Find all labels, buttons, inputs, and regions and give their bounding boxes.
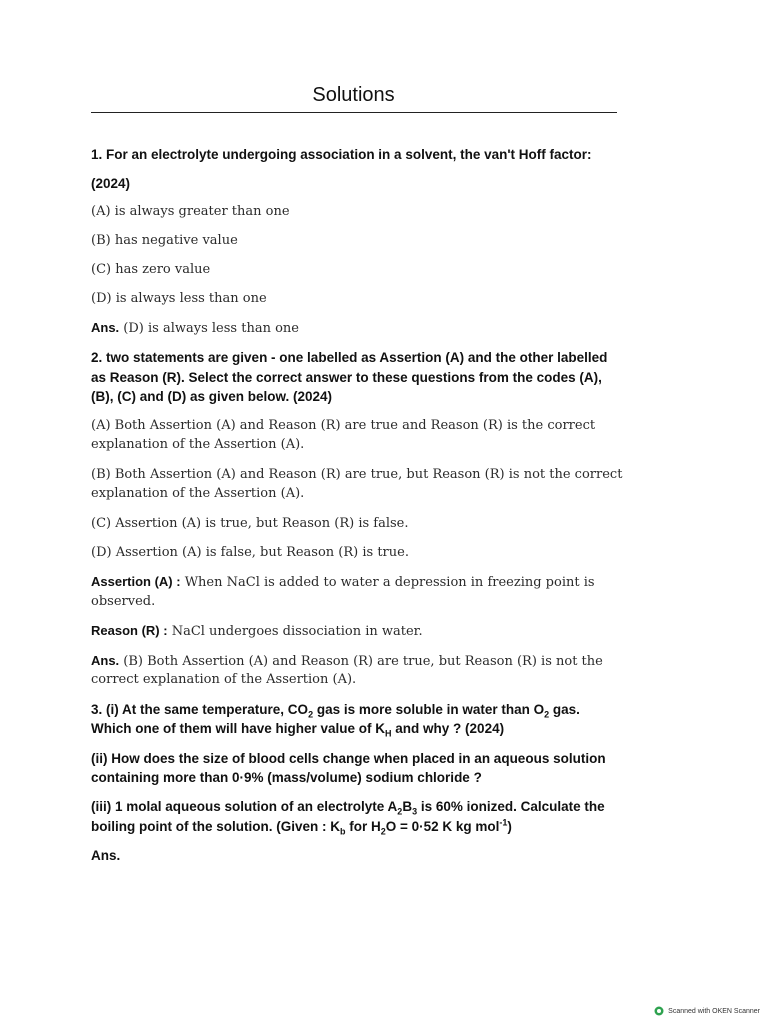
q1-option-c: (C) has zero value xyxy=(91,262,211,277)
q3-part-i-line1: 3. (i) At the same temperature, $CO_2$ gas is more soluble in water than $O_2$ gas. xyxy=(91,702,580,720)
q2-answer-line2: correct explanation of the Assertion (A). xyxy=(91,672,357,687)
q2-question-line1: 2. two statements are given - one labelled as Assertion (A) and the other labelled xyxy=(91,350,608,365)
q3-part-ii-line1: (ii) How does the size of blood cells change when placed in an aqueous solution xyxy=(91,751,606,766)
q2-assertion-label: Assertion (A) : xyxy=(91,574,181,589)
q2-question-line3: (B), (C) and (D) as given below. (2024) xyxy=(91,389,333,404)
q2-answer-label: Ans. xyxy=(91,653,120,668)
q2-option-b-line1: (B) Both Assertion (A) and Reason (R) are true, but Reason (R) is not the correct xyxy=(91,467,623,482)
q2-reason-text: NaCl undergoes dissociation in water. xyxy=(167,624,423,639)
q2-assertion-line2: observed. xyxy=(91,594,156,609)
q1-option-d: (D) is always less than one xyxy=(91,291,267,306)
q2-reason xyxy=(91,621,423,642)
q2-option-b-line2: explanation of the Assertion (A). xyxy=(91,486,305,501)
page-title: Solutions xyxy=(312,84,395,106)
q1-question: 1. For an electrolyte undergoing association in a solvent, the van't Hoff factor: xyxy=(91,147,592,162)
q3-part-iii-line2: boiling point of the solution. (Given : $K_b$ for $H_2O = 0\cdot 52$ K kg mol$^{-1}$) xyxy=(91,817,512,837)
q3-part-iii-line1: (iii) 1 molal aqueous solution of an electrolyte $A_2B_3$ is 60% ionized. Calculate the xyxy=(91,799,605,817)
q2-assertion-text: When NaCl is added to water a depression in freezing point is xyxy=(180,575,595,590)
q1-option-b: (B) has negative value xyxy=(91,233,238,248)
q1-answer xyxy=(91,318,299,339)
q1-answer-label: Ans. xyxy=(91,320,120,335)
q2-assertion xyxy=(91,572,595,593)
q2-reason-label: Reason (R) : xyxy=(91,623,168,638)
q2-answer xyxy=(91,651,603,672)
q2-option-c: (C) Assertion (A) is true, but Reason (R) is false. xyxy=(91,516,409,531)
q2-answer-text: (B) Both Assertion (A) and Reason (R) are true, but Reason (R) is not the xyxy=(119,654,603,669)
q2-question-line2: as Reason (R). Select the correct answer to these questions from the codes (A), xyxy=(91,370,602,385)
page-title-wrap xyxy=(91,84,616,107)
scanner-watermark-text: Scanned with OKEN Scanner xyxy=(668,1007,760,1015)
title-underline xyxy=(91,112,617,113)
oken-logo-icon xyxy=(654,1006,664,1016)
q3-answer-label: Ans. xyxy=(91,848,121,863)
q2-option-d: (D) Assertion (A) is false, but Reason (R) is true. xyxy=(91,545,409,560)
q2-option-a-line1: (A) Both Assertion (A) and Reason (R) are true and Reason (R) is the correct xyxy=(91,418,596,433)
q1-option-a: (A) is always greater than one xyxy=(91,204,290,219)
q3-part-i-line2: Which one of them will have higher value of $K_H$ and why ? (2024) xyxy=(91,721,505,739)
q1-answer-text: (D) is always less than one xyxy=(119,321,299,336)
q3-part-ii-line2: containing more than 0·9% (mass/volume) sodium chloride ? xyxy=(91,770,482,785)
q1-year: (2024) xyxy=(91,176,131,191)
scanner-watermark xyxy=(654,1006,760,1016)
q2-option-a-line2: explanation of the Assertion (A). xyxy=(91,437,305,452)
